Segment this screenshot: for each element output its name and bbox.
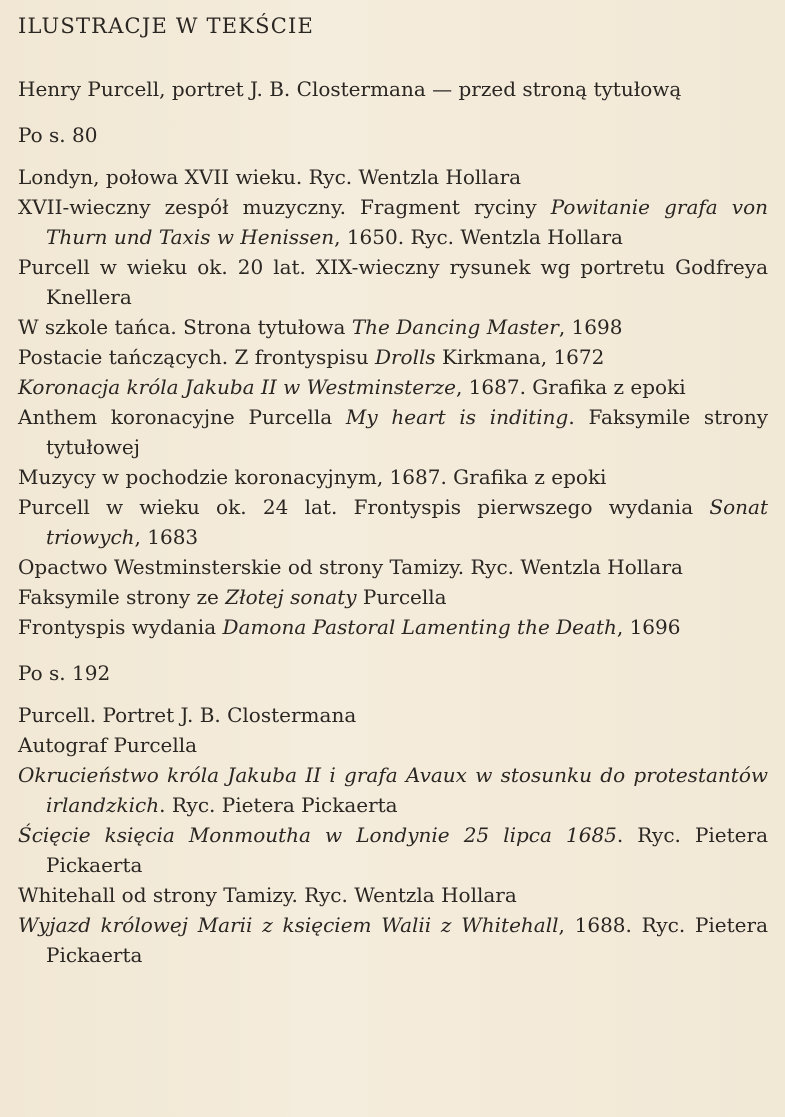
entry-text: Purcella — [356, 585, 447, 609]
section-label: Po s. 80 — [18, 123, 98, 147]
entry-text: , 1698 — [558, 315, 623, 339]
entry-text: Faksymile strony ze — [18, 585, 226, 609]
illustration-entry — [18, 402, 768, 462]
illustration-entry — [18, 342, 768, 372]
entry-text: Muzycy w pochodzie koronacyjnym, 1687. Grafika z epoki — [18, 465, 607, 489]
italic-title: Wyjazd królowej Marii z księciem Walii z Whitehall — [18, 913, 559, 937]
entry-text: XVII-wieczny zespół muzyczny. Fragment ryciny — [18, 195, 551, 219]
illustration-entry — [18, 552, 768, 582]
italic-title: Złotej sonaty — [225, 585, 357, 609]
illustration-entry — [18, 700, 768, 730]
entry-text: W szkole tańca. Strona tytułowa — [18, 315, 352, 339]
entry-text: Anthem koronacyjne Purcella — [18, 405, 346, 429]
entry-text: , 1650. Ryc. Wentzla Hollara — [334, 225, 623, 249]
italic-title: Koronacja króla Jakuba II w Westminsterze — [18, 375, 456, 399]
illustration-entry — [18, 582, 768, 612]
entry-text: Purcell w wieku ok. 24 lat. Frontyspis pierwszego wydania — [18, 495, 710, 519]
frontispiece-entry — [18, 74, 768, 104]
entry-text: Purcell. Portret J. B. Clostermana — [18, 703, 357, 727]
italic-title: My heart is inditing — [345, 405, 569, 429]
entry-text: Postacie tańczących. Z frontyspisu — [18, 345, 375, 369]
italic-title: Damona Pastoral Lamenting the Death — [222, 615, 617, 639]
illustration-entry — [18, 252, 768, 312]
page-heading: ILUSTRACJE W TEKŚCIE — [18, 14, 315, 38]
entry-text: , 1696 — [616, 615, 681, 639]
illustration-entry — [18, 192, 768, 252]
entry-text: . Faksymile strony tytułowej — [46, 405, 769, 459]
entry-text: Opactwo Westminsterskie od strony Tamizy. Ryc. Wentzla Hollara — [18, 555, 683, 579]
entry-text: . Ryc. Pietera Pickaerta — [159, 793, 398, 817]
italic-title: Drolls — [374, 345, 436, 369]
entry-text: Purcell w wieku ok. 20 lat. XIX-wieczny rysunek wg portretu Godfreya Knellera — [18, 255, 768, 309]
illustration-entry — [18, 910, 768, 970]
section-label: Po s. 192 — [18, 661, 111, 685]
italic-title: Powitanie grafa von Thurn und Taxis w Henissen — [46, 195, 768, 249]
illustration-entry — [18, 372, 768, 402]
italic-title: Sonat triowych — [46, 495, 768, 549]
entry-text: Autograf Purcella — [18, 733, 198, 757]
italic-title: Ścięcie księcia Monmoutha w Londynie 25 lipca 1685 — [18, 823, 617, 847]
illustration-entry — [18, 820, 768, 880]
italic-title: The Dancing Master — [351, 315, 559, 339]
italic-title: Okrucieństwo króla Jakuba II i grafa Avaux w stosunku do protestantów irlandzkich — [18, 763, 768, 817]
entry-text: Frontyspis wydania — [18, 615, 223, 639]
entry-text: Kirkmana, 1672 — [435, 345, 605, 369]
entry-text: Henry Purcell, portret J. B. Clostermana — przed stroną tytułową — [18, 77, 682, 101]
entry-text: , 1687. Grafika z epoki — [455, 375, 686, 399]
illustration-list — [18, 74, 768, 970]
illustration-entry — [18, 462, 768, 492]
illustration-entry — [18, 312, 768, 342]
illustration-entry — [18, 880, 768, 910]
illustration-entry — [18, 162, 768, 192]
entry-text: , 1688. Ryc. Pietera Pickaerta — [46, 913, 769, 967]
illustration-entry — [18, 760, 768, 820]
illustration-entry — [18, 492, 768, 552]
entry-text: Whitehall od strony Tamizy. Ryc. Wentzla Hollara — [18, 883, 517, 907]
entry-text: Londyn, połowa XVII wieku. Ryc. Wentzla Hollara — [18, 165, 522, 189]
illustration-entry — [18, 612, 768, 642]
entry-text: . Ryc. Pietera Pickaerta — [46, 823, 768, 877]
illustration-entry — [18, 730, 768, 760]
entry-text: , 1683 — [134, 525, 199, 549]
